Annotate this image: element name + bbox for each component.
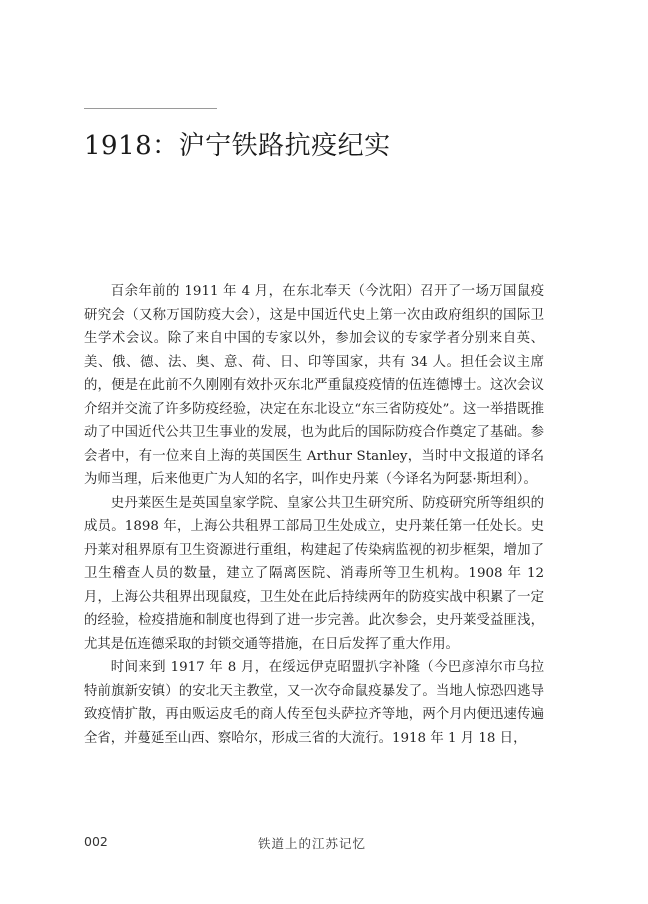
body-text [84, 280, 544, 750]
running-title: 铁道上的江苏记忆 [258, 836, 367, 851]
chapter-title: 1918：沪宁铁路抗疫纪实 [84, 131, 391, 161]
paragraph: 百余年前的 1911 年 4 月，在东北奉天（今沈阳）召开了一场万国鼠疫研究会（又称万国防疫大会），这是中国近代史上第一次由政府组织的国际卫生学术会议。除了来自中国的专家以外，参加会议的专家学者分别来自英、美、俄、德、法、奥、意、荷、日、印等国家，共有 34 人。担任会议主席的，便是在此前不久刚刚有效扑灭东北严重鼠疫疫情的伍连德博士。这次会议介绍并交流了许多防疫经验，决定在东北设立“东三省防疫处”。这一举措既推动了中国近代公共卫生事业的发展，也为此后的国际防疫合作奠定了基础。参会者中，有一位来自上海的英国医生 Arthur Stanley，当时中文报道的译名为师当理，后来他更广为人知的名字，叫作史丹莱（今译名为阿瑟·斯坦利）。 [84, 284, 544, 487]
page-number: 002 [84, 834, 108, 849]
paragraph: 史丹莱医生是英国皇家学院、皇家公共卫生研究所、防疫研究所等组织的成员。1898 年，上海公共租界工部局卫生处成立，史丹莱任第一任处长。史丹莱对租界原有卫生资源进行重组，构建起了传染病监视的初步框架，增加了卫生稽查人员的数量，建立了隔离医院、消毒所等卫生机构。1908 年 12 月，上海公共租界出现鼠疫，卫生处在此后持续两年的防疫实战中积累了一定的经验，检疫措施和制度也得到了进一步完善。此次参会，史丹莱受益匪浅，尤其是伍连德采取的封锁交通等措施，在日后发挥了重大作用。 [84, 495, 544, 652]
page-footer [0, 834, 648, 854]
paragraph: 时间来到 1917 年 8 月，在绥远伊克昭盟扒字补隆（今巴彦淖尔市乌拉特前旗新安镇）的安北天主教堂，又一次夺命鼠疫暴发了。当地人惊恐四逃导致疫情扩散，再由贩运皮毛的商人传至包头萨拉齐等地，两个月内便迅速传遍全省，并蔓延至山西、察哈尔，形成三省的大流行。1918 年 1 月 18 日， [84, 660, 544, 746]
title-rule [84, 108, 217, 109]
